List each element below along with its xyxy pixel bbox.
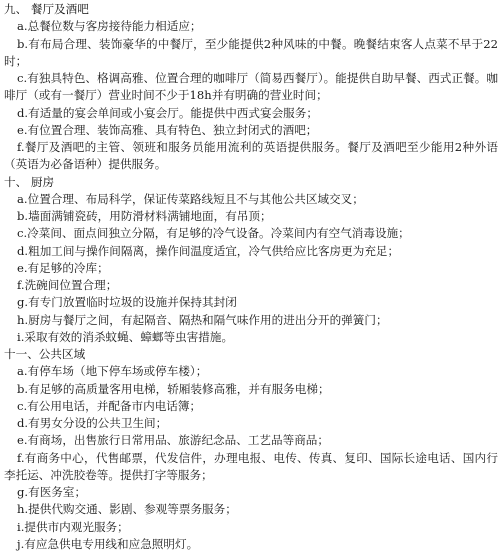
list-item: b.有布局合理、装饰豪华的中餐厅，至少能提供2种风味的中餐。晚餐结束客人点菜不早于22时；: [4, 36, 498, 68]
list-item: f.餐厅及酒吧的主管、领班和服务员能用流利的英语提供服务。餐厅及酒吧至少能用2种外语（英语为必备语种）提供服务。: [4, 140, 498, 172]
list-item: e.有商场，出售旅行日常用品、旅游纪念品、工艺品等商品；: [17, 433, 329, 448]
section-heading-public-area: 十一、公共区域: [4, 347, 86, 361]
list-item: i.采取有效的消杀蚊蝇、蟑螂等虫害措施。: [17, 329, 234, 344]
list-item: d.有适量的宴会单间或小宴会厅。能提供中西式宴会服务；: [17, 105, 318, 120]
list-item: a.总餐位数与客房接待能力相适应；: [17, 19, 202, 34]
list-item: j.有应急供电专用线和应急照明灯。: [17, 536, 199, 551]
list-item: a.有停车场（地下停车场或停车楼）；: [17, 364, 208, 379]
list-item: h.厨房与餐厅之间，有起隔音、隔热和隔气味作用的进出分开的弹簧门；: [17, 312, 388, 327]
list-item: h.提供代购交通、影剧、参观等票务服务；: [17, 502, 237, 517]
list-item: i.提供市内观光服务；: [17, 519, 129, 534]
list-item: c.冷菜间、面点间独立分隔，有足够的冷气设备。冷菜间内有空气消毒设施；: [17, 226, 410, 241]
list-item: e.有足够的冷库；: [17, 260, 109, 275]
list-item: e.有位置合理、装饰高雅、具有特色、独立封闭式的酒吧；: [17, 122, 318, 137]
document-body: [4, 1, 498, 553]
list-item: b.有足够的高质量客用电梯，轿厢装修高雅，并有服务电梯；: [17, 381, 330, 396]
list-item: g.有专门放置临时垃圾的设施并保持其封闭: [17, 295, 237, 310]
list-item: c.有公用电话，并配备市内电话簿；: [17, 398, 202, 413]
list-item: d.粗加工间与操作间隔离，操作间温度适宜，冷气供给应比客房更为充足；: [17, 243, 400, 258]
list-item: g.有医务室；: [17, 485, 87, 499]
list-item: d.有男女分设的公共卫生间；: [17, 416, 168, 430]
section-heading-kitchen: 十、 厨房: [4, 174, 55, 189]
section-heading-restaurant-bar: 九、 餐厅及酒吧: [4, 2, 89, 16]
list-item: c.有独具特色、格调高雅、位置合理的咖啡厅（简易西餐厅）。能提供自助早餐、西式正餐。咖啡厅（或有一餐厅）营业时间不少于18h并有明确的营业时间；: [4, 71, 498, 103]
list-item: f.有商务中心，代售邮票，代发信件，办理电报、电传、传真、复印、国际长途电话、国内行李托运、冲洗胶卷等。提供打字等服务；: [4, 450, 498, 482]
list-item: a.位置合理、布局科学，保证传菜路线短且不与其他公共区域交叉；: [17, 191, 364, 206]
list-item: f.洗碗间位置合理；: [17, 278, 118, 292]
list-item: b.墙面满铺瓷砖，用防滑材料满铺地面，有吊顶；: [17, 209, 272, 223]
